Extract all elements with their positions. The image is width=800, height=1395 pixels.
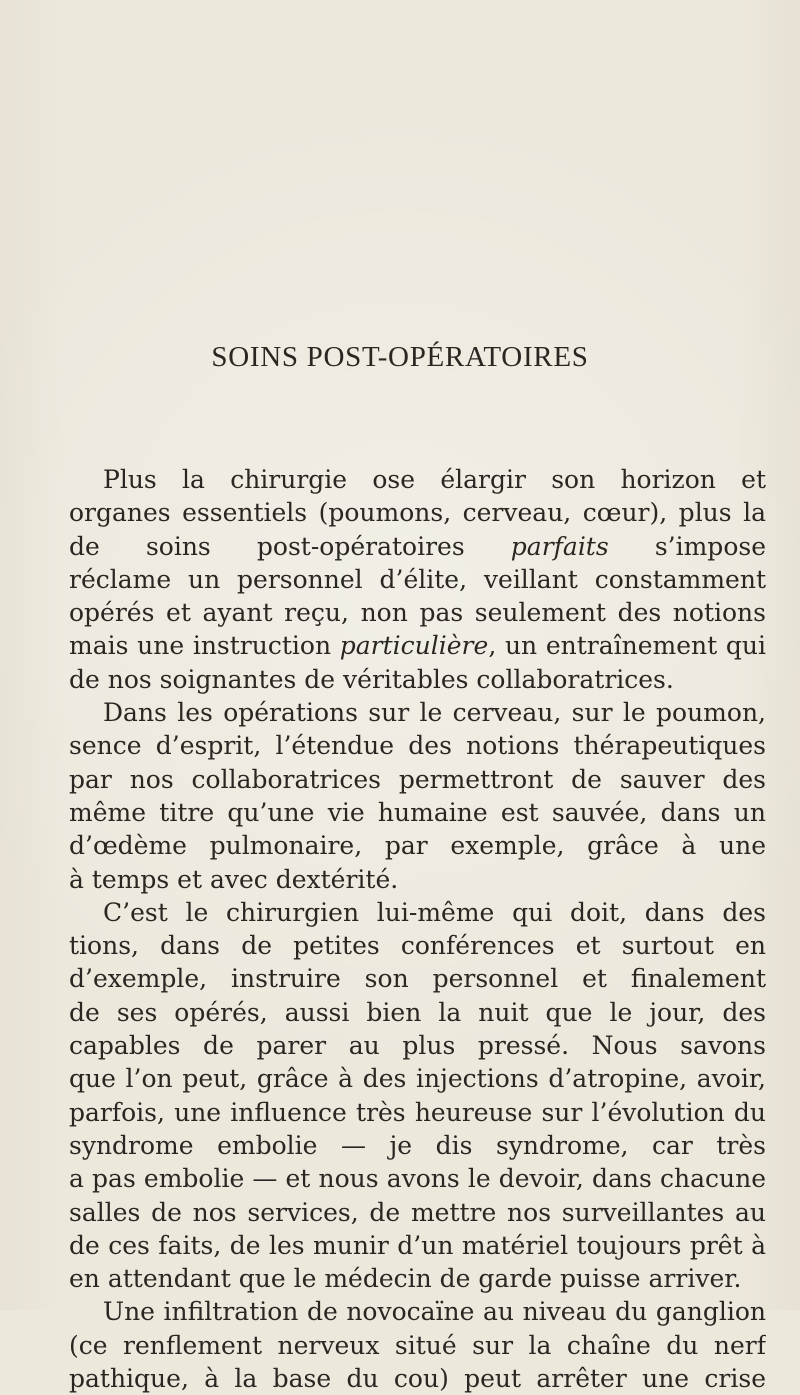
text-line: tions, dans de petites conférences et surtout en bbox=[69, 931, 766, 961]
text-line: de nos soignantes de véritables collaboratrices. bbox=[69, 664, 674, 694]
emphasis: parfaits bbox=[510, 531, 609, 561]
text-line: (ce renflement nerveux situé sur la chaîne du nerf bbox=[69, 1330, 766, 1360]
text-segment: mais une instruction bbox=[69, 631, 340, 661]
text-line: d’œdème pulmonaire, par exemple, grâce à une bbox=[69, 831, 766, 861]
text-line: à temps et avec dextérité. bbox=[69, 864, 399, 894]
text-segment: de soins post-opératoires bbox=[69, 531, 511, 561]
text-line: par nos collaboratrices permettront de sauver des bbox=[69, 764, 766, 794]
text-line: de ces faits, de les munir d’un matériel toujours prêt à bbox=[69, 1230, 766, 1260]
text-line: a pas embolie — et nous avons le devoir, dans chacune bbox=[69, 1164, 766, 1194]
text-line: même titre qu’une vie humaine est sauvée, dans un bbox=[69, 797, 766, 827]
text-line: sence d’esprit, l’étendue des notions thérapeutiques bbox=[69, 731, 766, 761]
text-line: pathique, à la base du cou) peut arrêter une crise bbox=[69, 1364, 766, 1394]
body-text bbox=[69, 463, 766, 1395]
text-line: que l’on peut, grâce à des injections d’atropine, avoir, bbox=[69, 1064, 766, 1094]
text-line: Plus la chirurgie ose élargir son horizon et bbox=[103, 465, 766, 494]
text-line: Une infiltration de novocaïne au niveau du ganglion bbox=[103, 1297, 766, 1327]
text-line: salles de nos services, de mettre nos surveillantes au bbox=[69, 1197, 766, 1227]
text-line: Dans les opérations sur le cerveau, sur le poumon, bbox=[103, 698, 766, 728]
text-line bbox=[69, 530, 766, 563]
text-line: en attendant que le médecin de garde puisse arriver. bbox=[69, 1264, 742, 1294]
text-line: opérés et ayant reçu, non pas seulement des notions bbox=[69, 598, 766, 628]
page-title: SOINS POST-OPÉRATOIRES bbox=[211, 341, 589, 373]
text-line: organes essentiels (poumons, cerveau, cœur), plus la bbox=[69, 498, 766, 528]
text-segment: s’impose bbox=[654, 531, 766, 561]
text-segment: , un entraînement qui bbox=[488, 631, 766, 661]
text-line: d’exemple, instruire son personnel et finalement bbox=[69, 964, 766, 994]
text-line: réclame un personnel d’élite, veillant constamment bbox=[69, 564, 766, 594]
text-line: C’est le chirurgien lui-même qui doit, dans des bbox=[103, 897, 766, 927]
text-line: de ses opérés, aussi bien la nuit que le jour, des bbox=[69, 997, 766, 1027]
text-line: capables de parer au plus pressé. Nous savons bbox=[69, 1031, 766, 1061]
text-line bbox=[69, 629, 766, 662]
text-line: syndrome embolie — je dis syndrome, car très bbox=[69, 1130, 766, 1160]
text-line: parfois, une influence très heureuse sur l’évolution du bbox=[69, 1097, 766, 1127]
emphasis: particulière bbox=[339, 631, 489, 661]
